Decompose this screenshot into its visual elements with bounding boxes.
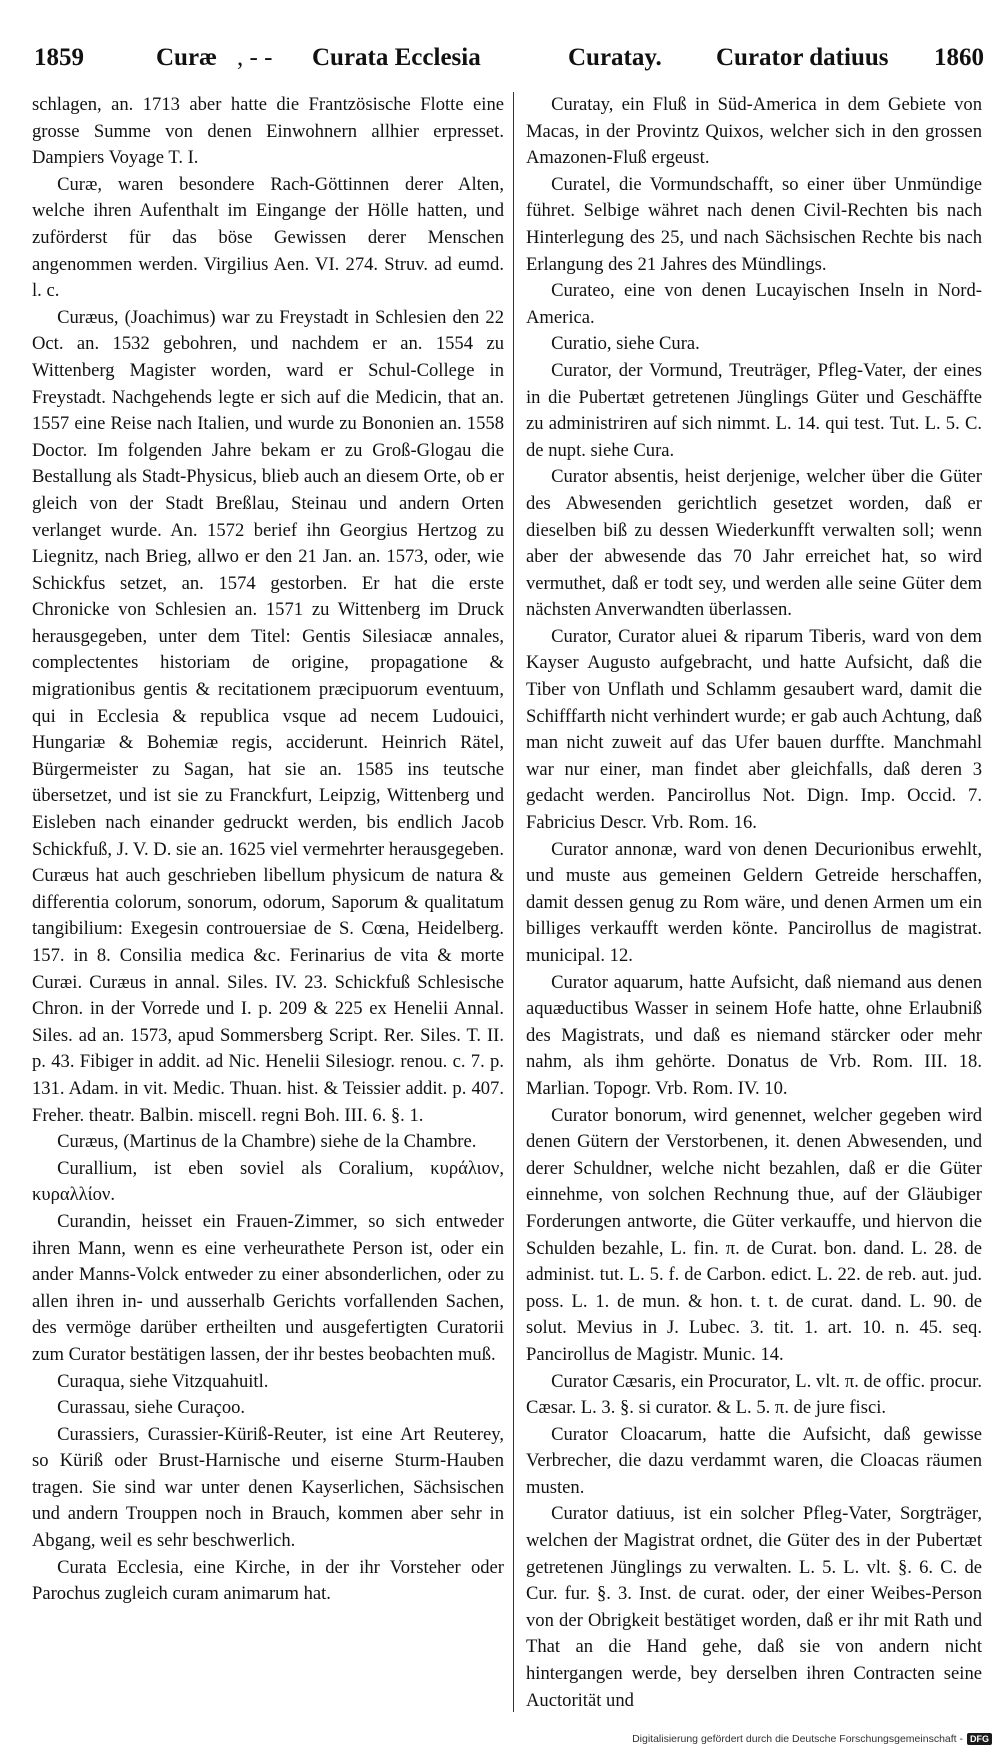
dfg-logo: DFG xyxy=(967,1733,992,1745)
entry-curandin: Curandin, heisset ein Frauen-Zimmer, so sich entweder ihren Mann, wenn es eine verheurathete Person ist, oder ein ander Manns-Volck entweder zu einer absonderlichen, oder zu allen ihren in- und ausserhalb Gerichts vorfallenden Sachen, des vermöge darüber ertheilten und ausgefertigten Curatorii zum Curator bestätigen lassen, der ihr bestes beobachten muß. xyxy=(32,1210,504,1365)
left-text-column xyxy=(32,92,504,1722)
column-divider xyxy=(513,92,514,1712)
entry-curator-bonorum: Curator bonorum, wird genennet, welcher gegeben wird denen Gütern der Verstorbenen, it. denen Abwesenden, und derer Schuldner, welche nicht bezahlen, daß er die Güter einnehme, von solchen Rechnung thue, auf der Gläubiger Forderungen antworte, die Güter verkauffe, und hiervon die Schulden bezahle, L. fin. π. de Curat. bon. dand. L. 28. de administ. tut. L. 5. f. de Carbon. edict. L. 22. de reb. aut. jud. poss. L. 1. de mun. & hon. t. t. de curat. dand. L. 90. de solut. Mevius in J. Lubec. 3. tit. 1. art. 10. n. 45. seq. Pancirollus de Magistr. Munic. 14. xyxy=(526,1104,982,1365)
entry-curator-aluei: Curator, Curator aluei & riparum Tiberis, ward von dem Kayser Augusto aufgebracht, und hatte Aufsicht, daß die Tiber von Unflath und Schlamm gesaubert ward, damit die Schifffarth nicht verhindert wurde; er gab auch Achtung, daß man nicht zuweit auf das Ufer bauen durffte. Manchmahl war nur einer, man findet aber gleichfalls, daß deren 3 gedacht werden. Pancirollus Not. Dign. Imp. Occid. 7. Fabricius Descr. Vrb. Rom. 16. xyxy=(526,625,982,834)
entry-curator-cloacarum: Curator Cloacarum, hatte die Aufsicht, daß gewisse Verbrecher, die dazu verdammt waren, die Cloacas räumen musten. xyxy=(526,1423,982,1498)
entry-curator-absentis: Curator absentis, heist derjenige, welcher über die Güter des Abwesenden gerichtlich gesetzet worden, daß er dieselben biß zu dessen Wiederkunfft verwalten soll; wenn aber der abwesende das 70 Jahr erreichet hat, so wird vermuthet, daß er todt sey, und werden alle seine Güter dem nächsten Anverwandten überlassen. xyxy=(526,466,982,621)
entry-curatel: Curatel, die Vormundschafft, so einer über Unmündige führet. Selbige währet nach denen Civil-Rechten bis nach Hinterlegung des 25, und nach Sächsischen Rechte bis nach Erlangung des 21 Jahres des Mündlings. xyxy=(526,173,982,275)
entry-curaqua: Curaqua, siehe Vitzquahuitl. xyxy=(57,1370,269,1392)
entry-curallium: Curallium, ist eben soviel als Coralium, κυράλιον, κυραλλίον. xyxy=(32,1157,504,1206)
right-catchword-1: Curatay. xyxy=(568,44,662,71)
entry-curassiers: Curassiers, Curassier-Küriß-Reuter, ist eine Art Reuterey, so Küriß oder Brust-Harnische und eiserne Sturm-Hauben tragen. Sie sind war unter denen Kayserlichen, Sächsischen und andern Trouppen noch in Brauch, kommen aber sehr in Abgang, weil es sehr beschwerlich. xyxy=(32,1423,504,1552)
entry-curaeus-martinus: Curæus, (Martinus de la Chambre) siehe de la Chambre. xyxy=(57,1131,477,1153)
entry-curator-annonae: Curator annonæ, ward von denen Decurionibus erwehlt, und muste aus gemeinen Geldern Getreide herschaffen, damit dessen genug zu Rom wäre, und denen Armen um ein billiges verkaufft werden könte. Pancirollus de magistrat. municipal. 12. xyxy=(526,838,982,966)
entry-curator-aquarum: Curator aquarum, hatte Aufsicht, daß niemand aus denen aquæductibus Wasser in seinem Hofe hatte, ohne Erlaubniß des Magistrats, und daß es niemand stärcker oder mehr nahm, als ihm gehörte. Donatus de Vrb. Rom. III. 18. Marlian. Topogr. Vrb. Rom. IV. 10. xyxy=(526,971,982,1099)
entry-curassau: Curassau, siehe Curaçoo. xyxy=(57,1397,246,1419)
entry-curaeus-joachimus: Curæus, (Joachimus) war zu Freystadt in Schlesien den 22 Oct. an. 1532 gebohren, und nachdem er an. 1554 zu Wittenberg Magister worden, ward er Schul-College in Freystadt. Nachgehends legte er sich auf die Medicin, that an. 1557 eine Reise nach Italien, und wurde zu Bononien an. 1558 Doctor. Im folgenden Jahre bekam er zu Groß-Glogau die Bestallung als Stadt-Physicus, blieb auch an diesem Orte, ob er gleich von der Stadt Breßlau, Steinau und andern Orten verlanget wurde. An. 1572 berief ihn Georgius Hertzog zu Liegnitz, nach Brieg, allwo er den 21 Jan. an. 1573, oder, wie Schickfus setzet, an. 1574 gestorben. Er hat die erste Chronicke von Schlesien an. 1571 zu Wittenberg im Druck herausgegeben, unter dem Titel: Gentis Silesiacæ annales, complectentes historiam de origine, propagatione & migrationibus gentis & recitationem præcipuorum eventuum, qui in Ecclesia & republica vsque ad necem Ludouici, Hungariæ & Bohemiæ regis, acciderunt. Heinrich Rätel, Bürgermeister zu Sagan, hat sie an. 1585 ins teutsche übersetzet, und ist sie zu Franckfurt, Leipzig, Wittenberg und Eisleben nach einander gedruckt werden, bis endlich Jacob Schickfuß, J. V. D. sie an. 1625 viel vermehrter herausgegeben. Curæus hat auch geschrieben libellum physicum de natura & differentia colorum, sonorum, odorum, Saporum & qualitatum tangibilium: Exegesin controuersiae de S. Cœna, Heidelberg. 157. in 8. Consilia medica &c. Ferinarius de vita & morte Curæi. Curæus in annal. Siles. IV. 23. Schickfuß Schlesische Chron. in der Vorrede und I. p. 209 & 225 ex Henelii Annal. Siles. ad an. 1573, apud Sommersberg Script. Rer. Siles. T. II. p. 43. Fibiger in addit. ad Nic. Henelii Silesiogr. renou. c. 7. p. 131. Adam. in vit. Medic. Thuan. hist. & Teissier addit. p. 407. Freher. theatr. Balbin. miscell. regni Boh. III. 6. §. 1. xyxy=(32,306,504,1126)
left-catchword-2: Curata Ecclesia xyxy=(312,44,481,71)
entry-curator: Curator, der Vormund, Treuträger, Pfleg-Vater, der eines in die Pubertæt getretenen Jünglings Güter und Geschäffte zu administriren auf sich nimmt. L. 14. qui test. Tut. L. 5. C. de nupt. siehe Cura. xyxy=(526,359,982,461)
credit-text: Digitalisierung gefördert durch die Deutsche Forschungsgemeinschaft - xyxy=(632,1733,963,1745)
right-text-column xyxy=(526,92,982,1722)
right-page-number: 1860 xyxy=(934,44,984,71)
entry-curator-datiuus: Curator datiuus, ist ein solcher Pfleg-Vater, Sorgträger, welchen der Magistrat ordnet, die Güter des in der Pubertæt getretenen Jünglings zu verwalten. L. 5. L. vlt. §. 6. C. de Cur. fur. §. 3. Inst. de curat. oder, der einer Weibes-Person von der Obrigkeit bestätiget worden, daß er ihr mit Rath und That an die Hand gehe, daß sie von andern nicht hintergangen werde, bey derselben ihren Contracten seine Auctorität und xyxy=(526,1503,982,1711)
paragraph-continuation: schlagen, an. 1713 aber hatte die Frantzösische Flotte eine grosse Summe von denen Einwohnern allhier erpresset. Dampiers Voyage T. I. xyxy=(32,94,504,169)
entry-curatio: Curatio, siehe Cura. xyxy=(551,333,700,355)
entry-curata-ecclesia: Curata Ecclesia, eine Kirche, in der ihr Vorsteher oder Parochus zugleich curam animarum hat. xyxy=(32,1556,504,1605)
left-page-number: 1859 xyxy=(34,44,84,71)
digitization-credit xyxy=(632,1733,992,1745)
left-separator: , - - xyxy=(237,44,273,71)
entry-curatay: Curatay, ein Fluß in Süd-America in dem Gebiete von Macas, in der Provintz Quixos, welcher sich in den grossen Amazonen-Fluß ergeust. xyxy=(526,94,982,169)
left-catchword-1: Curæ xyxy=(156,44,218,71)
entry-curae: Curæ, waren besondere Rach-Göttinnen derer Alten, welche ihren Aufenthalt im Eingange der Hölle hatten, und zuförderst für das böse Gewissen derer Menschen angenommen werden. Virgilius Aen. VI. 274. Struv. ad eumd. l. c. xyxy=(32,173,504,302)
entry-curateo: Curateo, eine von denen Lucayischen Inseln in Nord-America. xyxy=(526,280,982,328)
entry-curator-caesaris: Curator Cæsaris, ein Procurator, L. vlt. π. de offic. procur. Cæsar. L. 3. §. si curator. & L. 5. π. de jure fisci. xyxy=(526,1370,982,1419)
right-catchword-2: Curator datiuus xyxy=(716,44,889,71)
running-header xyxy=(24,44,984,84)
